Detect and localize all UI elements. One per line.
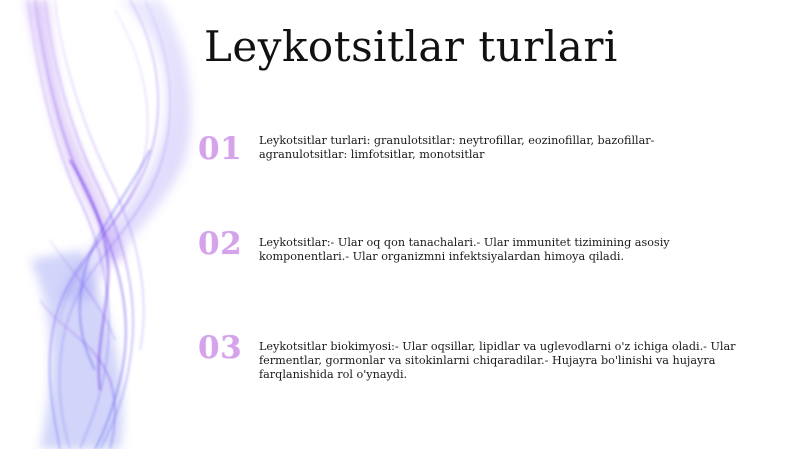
item-number: 02: [198, 226, 243, 262]
item-number: 03: [198, 330, 243, 366]
decorative-ribbon: [0, 0, 200, 449]
slide-title: Leykotsitlar turlari: [204, 22, 618, 71]
item-number: 01: [198, 131, 243, 167]
item-text: Leykotsitlar biokimyosi:- Ular oqsillar, lipidlar va uglevodlarni o'z ichiga oladi.- Ular fermentlar, gormonlar va sitokinlarni chiqaradilar.- Hujayra bo'linishi va hujayra farqlanishida rol o'ynaydi.: [259, 340, 736, 381]
item-text: Leykotsitlar:- Ular oq qon tanachalari.- Ular immunitet tizimining asosiy komponentlari.- Ular organizmni infektsiyalardan himoya qiladi.: [259, 236, 670, 263]
item-text: Leykotsitlar turlari: granulotsitlar: neytrofillar, eozinofillar, bazofillar-agranulotsitlar: limfotsitlar, monotsitlar: [259, 134, 655, 161]
